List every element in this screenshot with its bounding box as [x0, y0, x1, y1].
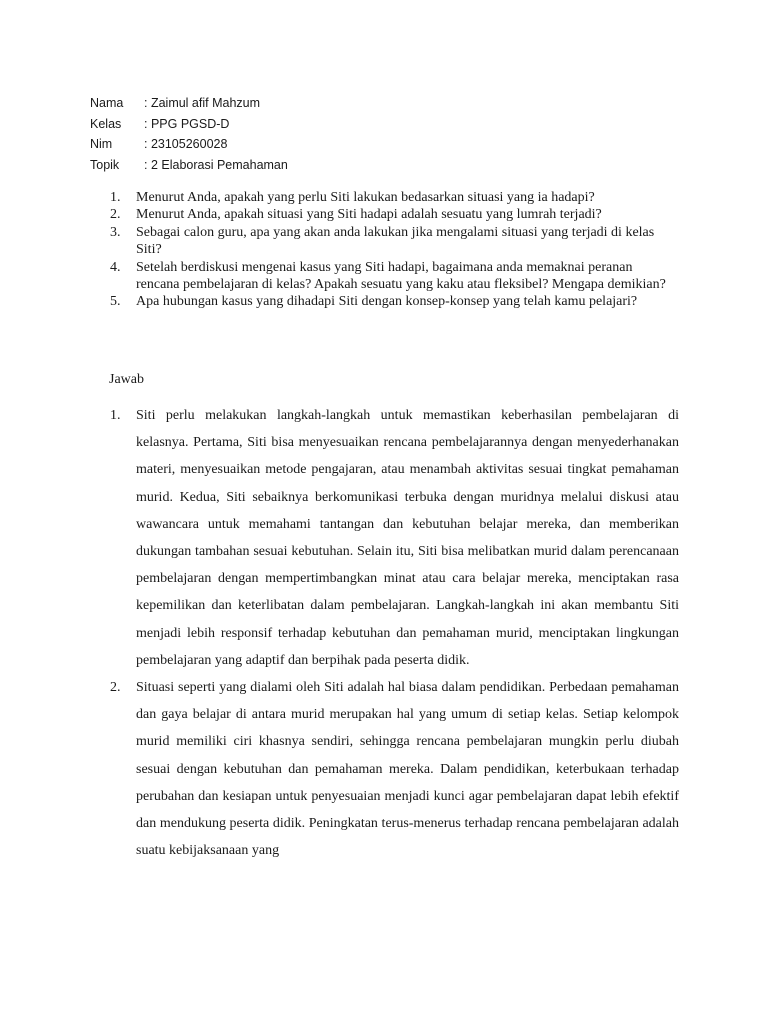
- answer-item: [110, 674, 679, 864]
- answer-number: 2.: [110, 680, 121, 696]
- question-number: 1.: [110, 190, 121, 205]
- info-value: : 2 Elaborasi Pemahaman: [144, 155, 288, 176]
- question-item: [110, 224, 670, 259]
- info-label: Nim: [90, 137, 113, 151]
- info-value: : 23105260028: [144, 134, 227, 155]
- question-text: Menurut Anda, apakah yang perlu Siti lakukan bedasarkan situasi yang ia hadapi?: [136, 190, 595, 205]
- info-value: : Zaimul afif Mahzum: [144, 93, 260, 114]
- student-info-block: [90, 93, 288, 175]
- info-label: Topik: [90, 157, 120, 172]
- question-item: [110, 259, 670, 294]
- info-row-topik: [90, 155, 288, 176]
- question-text: Menurut Anda, apakah situasi yang Siti hadapi adalah sesuatu yang lumrah terjadi?: [136, 207, 602, 223]
- info-label: Kelas: [90, 116, 122, 131]
- answer-text: Siti perlu melakukan langkah-langkah untuk memastikan keberhasilan pembelajaran di kelasnya. Pertama, Siti bisa menyesuaikan rencana pembelajarannya dengan menyederhanakan materi, menyesuaikan metode pengajaran, atau menambah aktivitas sesuai tingkat pemahaman murid. Kedua, Siti sebaiknya berkomunikasi terbuka dengan muridnya melalui diskusi atau wawancara untuk memahami tantangan dan kebutuhan belajar mereka, dan memberikan dukungan tambahan sesuai kebutuhan. Selain itu, Siti bisa melibatkan murid dalam perencanaan pembelajaran dengan mempertimbangkan minat atau cara belajar mereka, menciptakan rasa kepemilikan dan keterlibatan dalam pembelajaran. Langkah-langkah ini akan membantu Siti menjadi lebih responsif terhadap kebutuhan dan pemahaman murid, menciptakan lingkungan pembelajaran yang adaptif dan berpihak pada peserta didik.: [136, 408, 679, 668]
- question-number: 5.: [110, 294, 121, 310]
- question-list: [110, 189, 670, 311]
- answer-number: 1.: [110, 408, 121, 423]
- info-row-nama: [90, 93, 288, 114]
- question-item: [110, 293, 670, 310]
- info-value: : PPG PGSD-D: [144, 114, 229, 135]
- answer-text: Situasi seperti yang dialami oleh Siti adalah hal biasa dalam pendidikan. Perbedaan pemahaman dan gaya belajar di antara murid merupakan hal yang umum di setiap kelas. Setiap kelompok murid memiliki ciri khasnya sendiri, sehingga rencana pembelajaran mungkin perlu diubah sesuai dengan kebutuhan dan pemahaman mereka. Dalam pendidikan, keterbukaan terhadap perubahan dan kesiapan untuk penyesuaian menjadi kunci agar pembelajaran dapat lebih efektif dan mendukung peserta didik. Peningkatan terus-menerus terhadap rencana pembelajaran adalah suatu kebijaksanaan yang: [136, 680, 679, 859]
- answer-heading: Jawab: [109, 372, 144, 387]
- info-label: Nama: [90, 96, 124, 110]
- question-item: [110, 206, 670, 223]
- question-number: 2.: [110, 207, 121, 223]
- question-text: Sebagai calon guru, apa yang akan anda lakukan jika mengalami situasi yang terjadi di kelas Siti?: [136, 224, 655, 258]
- question-item: [110, 189, 670, 206]
- answer-item: [110, 402, 679, 674]
- question-number: 4.: [110, 259, 121, 275]
- info-row-kelas: [90, 114, 288, 135]
- question-text: Setelah berdiskusi mengenai kasus yang Siti hadapi, bagaimana anda memaknai peranan rencana pembelajaran di kelas? Apakah sesuatu yang kaku atau fleksibel? Mengapa demikian?: [136, 259, 666, 293]
- question-text: Apa hubungan kasus yang dihadapi Siti dengan konsep-konsep yang telah kamu pelajari?: [136, 294, 638, 310]
- info-row-nim: [90, 134, 288, 155]
- answer-list: [110, 402, 679, 864]
- question-number: 3.: [110, 224, 121, 240]
